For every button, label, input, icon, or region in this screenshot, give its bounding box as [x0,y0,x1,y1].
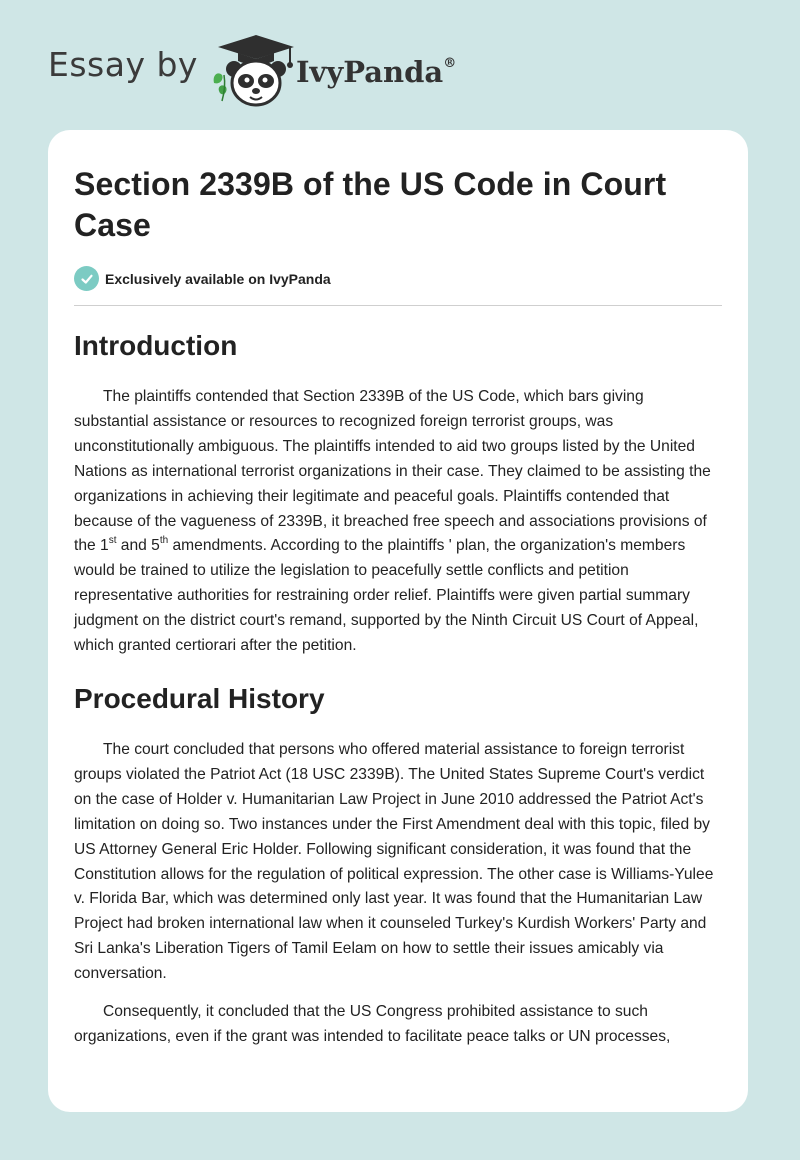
brand-name-text: IvyPanda [295,55,444,89]
exclusive-badge-text: Exclusively available on IvyPanda [105,270,331,287]
brand-prefix: Essay by [48,44,198,84]
intro-text-mid: and 5 [116,537,160,555]
registered-mark: ® [443,56,457,72]
intro-text-a: The plaintiffs contended that Section 2339B of the US Code, which bars giving substantial assistance or resources to recognized foreign terrorist groups, was unconstitutionally ambiguous. The plaintiffs intended to aid two groups listed by the United Nations as international terrorist organizations in their case. They claimed to be assisting the organizations in achieving their legitimate and peaceful goals. Plaintiffs contended that because of the vagueness of 2339B, it breached free speech and associations provisions of the 1 [74,388,711,555]
essay-card [48,130,748,1112]
introduction-paragraph [74,385,722,659]
procedural-paragraph-1: The court concluded that persons who offered material assistance to foreign terrorist groups violated the Patriot Act (18 USC 2339B). The United States Supreme Court's verdict on the case of Holder v. Humanitarian Law Project in June 2010 addressed the Patriot Act's limitation on doing so. Two instances under the First Amendment deal with this topic, filed by US Attorney General Eric Holder. Following significant consideration, it was found that the Constitution allows for the regulation of political expression. The other case is Williams-Yulee v. Florida Bar, which was determined only last year. It was found that the Humanitarian Law Project had broken international law when it counseled Turkey's Kurdish Workers' Party and Sri Lanka's Liberation Tigers of Tamil Eelam on how to settle their issues amicably via conversation. [74,740,714,983]
essay-title: Section 2339B of the US Code in Court Case [74,166,667,243]
divider [74,305,722,306]
section-heading-introduction: Introduction [74,330,238,361]
exclusive-badge [74,266,722,291]
brand-header [48,30,456,110]
section-heading-procedural-history: Procedural History [74,682,325,714]
panda-graduate-icon [210,31,302,109]
check-icon [74,266,99,291]
brand-name [296,55,456,89]
ordinal-suffix-th: th [159,535,169,547]
ordinal-suffix-st: st [108,535,117,547]
intro-text-b: amendments. According to the plaintiffs ' plan, the organization's members would be trained to utilize the legislation to peacefully settle conflicts and petition representative authorities for restraining order relief. Plaintiffs were given partial summary judgment on the district court's remand, supported by the Ninth Circuit US Court of Appeal, which granted certiorari after the petition. [74,537,699,655]
procedural-paragraph-2: Consequently, it concluded that the US Congress prohibited assistance to such organizations, even if the grant was intended to facilitate peace talks or UN processes, [74,1003,671,1045]
